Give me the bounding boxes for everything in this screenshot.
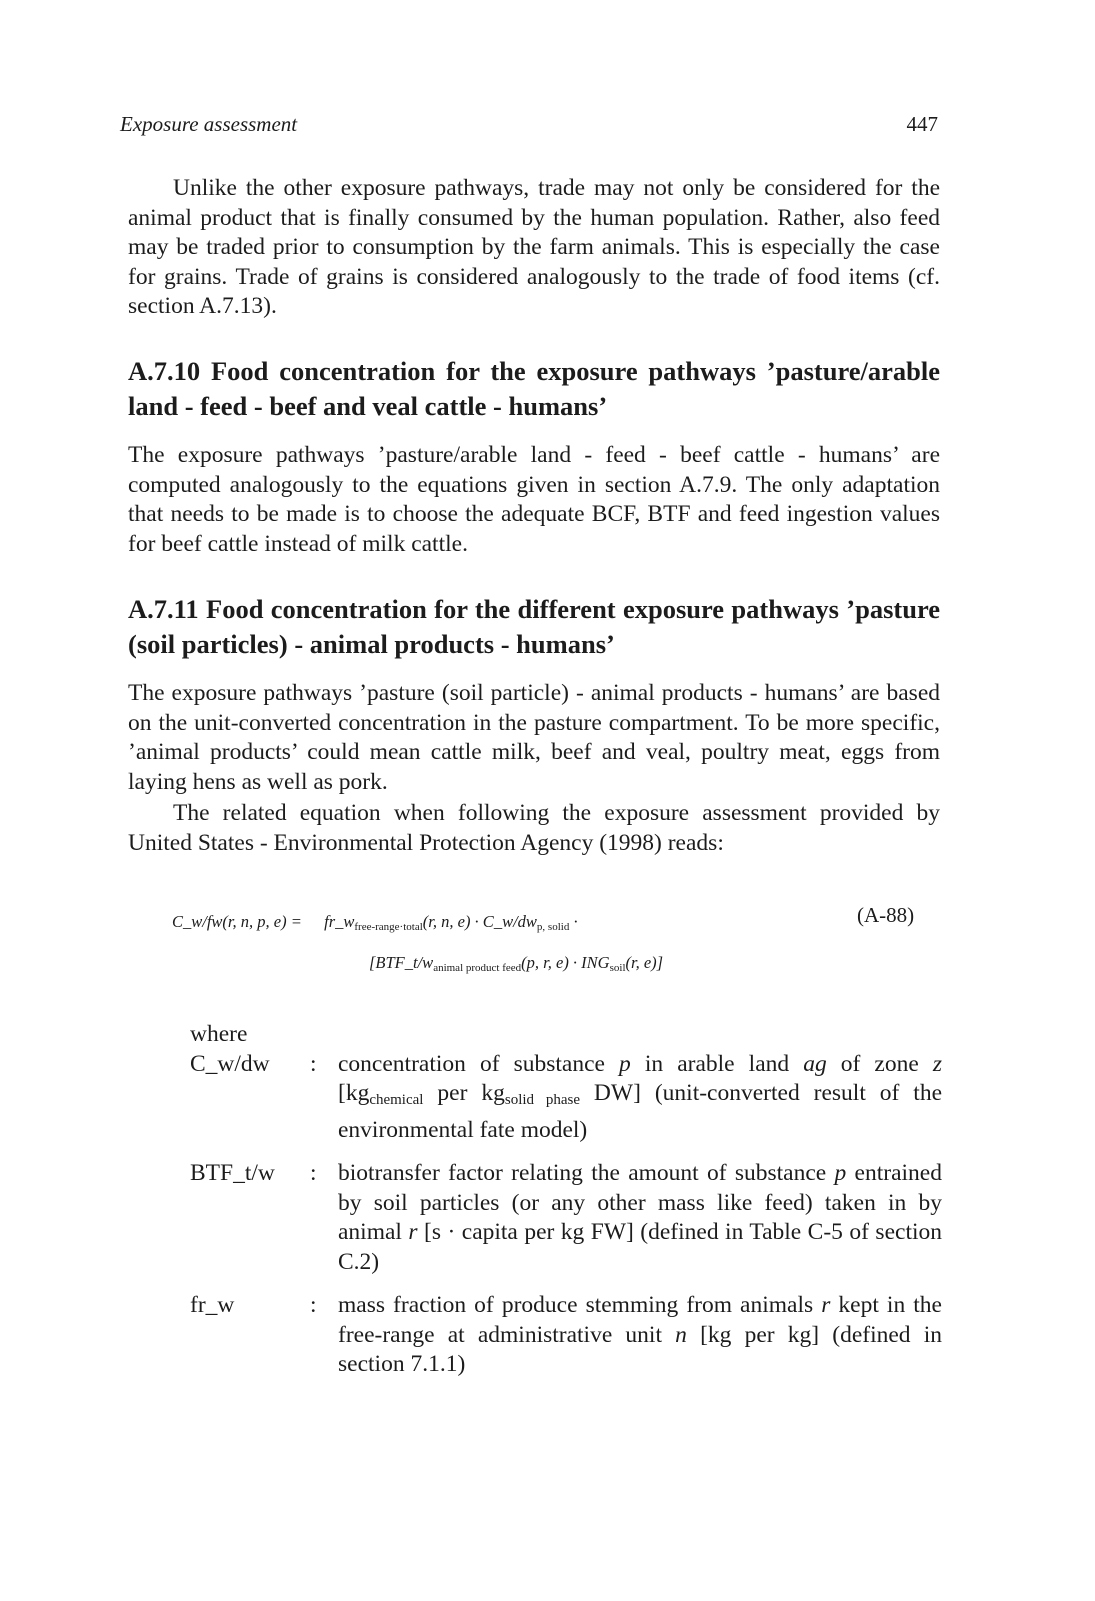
definition-colon: :: [310, 1160, 317, 1186]
equation-close: (r, e)]: [625, 953, 664, 972]
definition-term: BTF_t/w: [190, 1160, 275, 1186]
definitions-list: [190, 1020, 942, 1394]
running-header-title: Exposure assessment: [120, 112, 298, 136]
section-a710-body: The exposure pathways ’pasture/arable land - feed - beef cattle - humans’ are computed analogously to the equations given in section A.7.9. The only adaptation that needs to be made is to choose the adequate BCF, BTF and feed ingestion values for beef cattle instead of milk cattle.: [128, 442, 940, 557]
definition-colon: :: [310, 1050, 317, 1077]
equation-args1: (r, n, e) · C_w/dw: [422, 912, 537, 931]
equation-cw-sub: p, solid: [536, 921, 570, 933]
definition-term: C_w/dw: [190, 1050, 270, 1077]
definition-text: biotransfer factor relating the amount of substance p entrained by soil particles (or any other mass like feed) taken in by animal r [s · capita per kg FW] (defined in Table C-5 of section C.2): [338, 1160, 942, 1275]
equation-lhs: C_w/fw(r, n, p, e) =: [172, 912, 302, 931]
page-number: 447: [906, 112, 938, 136]
section-heading-a711: A.7.11 Food concentration for the different exposure pathways ’pasture (soil particles) - animal products - humans’: [128, 594, 940, 659]
section-a711-body-2: The related equation when following the exposure assessment provided by United States - Environmental Protection Agency (1998) reads:: [128, 800, 940, 856]
equation-frw: fr_w: [324, 912, 355, 931]
definition-text: concentration of substance p in arable land ag of zone z [$kg_{chemical}$ per $kg_{solid phase}$ DW] (unit-converted result of the environmental fate model): [338, 1050, 943, 1143]
section-a711-body-1: The exposure pathways ’pasture (soil particle) - animal products - humans’ are based on the unit-converted concentration in the pasture compartment. To be more specific, ’animal products’ could mean cattle milk, beef and veal, poultry meat, eggs from laying hens as well as pork.: [128, 680, 940, 795]
definition-cw: [190, 1050, 942, 1146]
definition-text: mass fraction of produce stemming from animals r kept in the free-range at administrative unit n [kg per kg] (defined in section 7.1.1): [338, 1292, 943, 1377]
where-label: where: [190, 1021, 248, 1047]
equation-line-1: [172, 912, 578, 933]
equation-line-2: [369, 953, 663, 974]
equation-ing-sub: soil: [609, 962, 626, 974]
definition-term: fr_w: [190, 1292, 235, 1318]
equation-open: [BTF_t/w: [369, 953, 434, 972]
definition-colon: :: [310, 1292, 317, 1318]
equation-dot: ·: [569, 912, 578, 931]
equation-args2: (p, r, e) · ING: [521, 953, 610, 972]
equation-frw-sub: free-range·total: [354, 921, 423, 933]
equation-btf-sub: animal product feed: [433, 962, 522, 974]
section-heading-a710: A.7.10 Food concentration for the exposure pathways ’pasture/arable land - feed - beef and veal cattle - humans’: [128, 356, 940, 421]
definition-btf: [190, 1159, 942, 1277]
intro-paragraph: Unlike the other exposure pathways, trade may not only be considered for the animal product that is finally consumed by the human population. Rather, also feed may be traded prior to consumption by the farm animals. This is especially the case for grains. Trade of grains is considered analogously to the trade of food items (cf. section A.7.13).: [128, 175, 940, 319]
equation-number: (A-88): [857, 903, 915, 927]
definition-frw: [190, 1291, 942, 1380]
